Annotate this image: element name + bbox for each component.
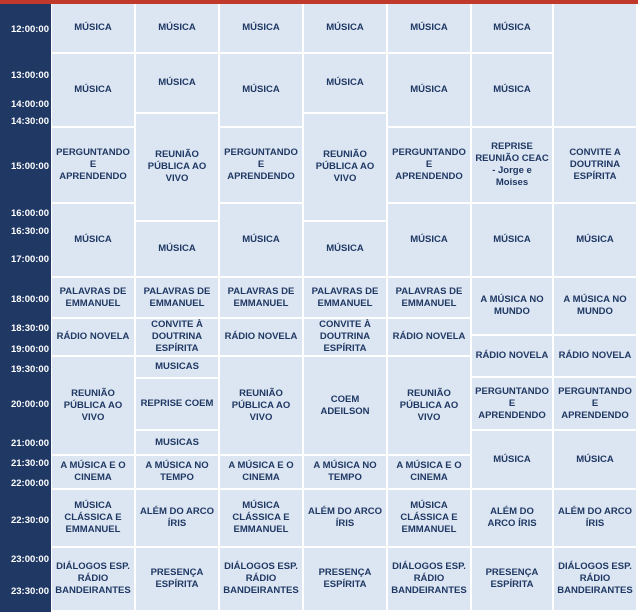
- program-cell: MÚSICA: [52, 204, 136, 278]
- program-cell: MÚSICA: [554, 431, 638, 490]
- program-cell: MÚSICA: [472, 4, 554, 54]
- time-label: 18:30:00: [10, 323, 49, 334]
- time-label: 19:30:00: [10, 364, 49, 375]
- program-cell: MÚSICA: [220, 204, 304, 278]
- program-cell: [554, 4, 638, 128]
- program-cell: MÚSICA: [136, 222, 220, 278]
- program-cell: MÚSICA: [472, 204, 554, 278]
- program-cell: REPRISE COEM: [136, 379, 220, 431]
- program-cell: MÚSICA: [52, 54, 136, 128]
- time-label: 22:30:00: [10, 515, 49, 526]
- time-label: 15:00:00: [10, 161, 49, 172]
- program-cell: ALÉM DO ARCO ÍRIS: [304, 490, 388, 548]
- program-cell: MÚSICA: [136, 4, 220, 54]
- program-cell: PALAVRAS DE EMMANUEL: [304, 278, 388, 319]
- program-cell: MÚSICA: [136, 54, 220, 114]
- program-cell: RÁDIO NOVELA: [472, 336, 554, 378]
- time-label: 16:00:00: [10, 208, 49, 219]
- program-cell: PERGUNTANDO E APRENDENDO: [554, 378, 638, 431]
- time-label: 20:00:00: [10, 399, 49, 410]
- program-cell: MÚSICA: [554, 204, 638, 278]
- program-cell: DIÁLOGOS ESP. RÁDIO BANDEIRANTES: [220, 548, 304, 612]
- program-cell: MÚSICA: [304, 4, 388, 54]
- program-cell: REPRISE REUNIÃO CEAC - Jorge e Moises: [472, 128, 554, 204]
- program-cell: A MÚSICA NO MUNDO: [472, 278, 554, 336]
- program-cell: REUNIÃO PÚBLICA AO VIVO: [388, 357, 472, 456]
- program-cell: A MÚSICA E O CINEMA: [52, 456, 136, 490]
- program-cell: MÚSICA: [52, 4, 136, 54]
- program-cell: CONVITE À DOUTRINA ESPÍRITA: [304, 319, 388, 357]
- time-column: [0, 4, 51, 612]
- program-cell: MÚSICA: [388, 204, 472, 278]
- program-cell: REUNIÃO PÚBLICA AO VIVO: [52, 357, 136, 456]
- program-cell: DIÁLOGOS ESP. RÁDIO BANDEIRANTES: [52, 548, 136, 612]
- program-cell: MÚSICA: [220, 4, 304, 54]
- program-cell: MUSICAS: [136, 357, 220, 379]
- program-cell: PERGUNTANDO E APRENDENDO: [388, 128, 472, 204]
- program-cell: RÁDIO NOVELA: [388, 319, 472, 357]
- program-cell: CONVITE A DOUTRINA ESPÍRITA: [554, 128, 638, 204]
- program-cell: CONVITE À DOUTRINA ESPÍRITA: [136, 319, 220, 357]
- time-label: 13:00:00: [10, 70, 49, 81]
- program-cell: MÚSICA: [388, 4, 472, 54]
- time-label: 16:30:00: [10, 226, 49, 237]
- program-cell: REUNIÃO PÚBLICA AO VIVO: [220, 357, 304, 456]
- program-cell: MÚSICA: [472, 431, 554, 490]
- program-cell: RÁDIO NOVELA: [220, 319, 304, 357]
- program-cell: MÚSICA CLÁSSICA E EMMANUEL: [388, 490, 472, 548]
- program-cell: A MÚSICA E O CINEMA: [220, 456, 304, 490]
- program-cell: MÚSICA: [220, 54, 304, 128]
- time-label: 17:00:00: [10, 254, 49, 265]
- program-cell: REUNIÃO PÚBLICA AO VIVO: [136, 114, 220, 222]
- program-cell: PERGUNTANDO E APRENDENDO: [52, 128, 136, 204]
- time-label: 14:30:00: [10, 116, 49, 127]
- time-label: 19:00:00: [10, 344, 49, 355]
- program-cell: A MÚSICA NO MUNDO: [554, 278, 638, 336]
- program-cell: RÁDIO NOVELA: [52, 319, 136, 357]
- program-cell: MÚSICA: [304, 54, 388, 114]
- program-cell: ALÉM DO ARCO ÍRIS: [136, 490, 220, 548]
- program-cell: PALAVRAS DE EMMANUEL: [136, 278, 220, 319]
- program-cell: PALAVRAS DE EMMANUEL: [388, 278, 472, 319]
- program-cell: MÚSICA CLÁSSICA E EMMANUEL: [220, 490, 304, 548]
- time-label: 18:00:00: [10, 294, 49, 305]
- program-cell: PALAVRAS DE EMMANUEL: [52, 278, 136, 319]
- time-label: 22:00:00: [10, 478, 49, 489]
- program-cell: ALÉM DO ARCO ÍRIS: [472, 490, 554, 548]
- program-cell: ALÉM DO ARCO ÍRIS: [554, 490, 638, 548]
- program-cell: DIÁLOGOS ESP. RÁDIO BANDEIRANTES: [388, 548, 472, 612]
- program-cell: PALAVRAS DE EMMANUEL: [220, 278, 304, 319]
- program-cell: MÚSICA: [304, 222, 388, 278]
- program-cell: PERGUNTANDO E APRENDENDO: [220, 128, 304, 204]
- program-cell: A MÚSICA E O CINEMA: [388, 456, 472, 490]
- program-cell: A MÚSICA NO TEMPO: [136, 456, 220, 490]
- time-label: 23:30:00: [10, 586, 49, 597]
- program-cell: MÚSICA: [472, 54, 554, 128]
- program-cell: MÚSICA: [388, 54, 472, 128]
- program-cell: PRESENÇA ESPÍRITA: [472, 548, 554, 612]
- time-label: 21:30:00: [10, 458, 49, 469]
- program-cell: PRESENÇA ESPÍRITA: [304, 548, 388, 612]
- program-cell: REUNIÃO PÚBLICA AO VIVO: [304, 114, 388, 222]
- program-cell: DIÁLOGOS ESP. RÁDIO BANDEIRANTES: [554, 548, 638, 612]
- program-cell: MÚSICA CLÁSSICA E EMMANUEL: [52, 490, 136, 548]
- program-cell: PRESENÇA ESPÍRITA: [136, 548, 220, 612]
- program-cell: MUSICAS: [136, 431, 220, 456]
- program-cell: COEM ADEILSON: [304, 357, 388, 456]
- time-label: 14:00:00: [10, 99, 49, 110]
- program-cell: A MÚSICA NO TEMPO: [304, 456, 388, 490]
- program-cell: PERGUNTANDO E APRENDENDO: [472, 378, 554, 431]
- time-label: 21:00:00: [10, 438, 49, 449]
- time-label: 23:00:00: [10, 554, 49, 565]
- program-cell: RÁDIO NOVELA: [554, 336, 638, 378]
- time-label: 12:00:00: [10, 24, 49, 35]
